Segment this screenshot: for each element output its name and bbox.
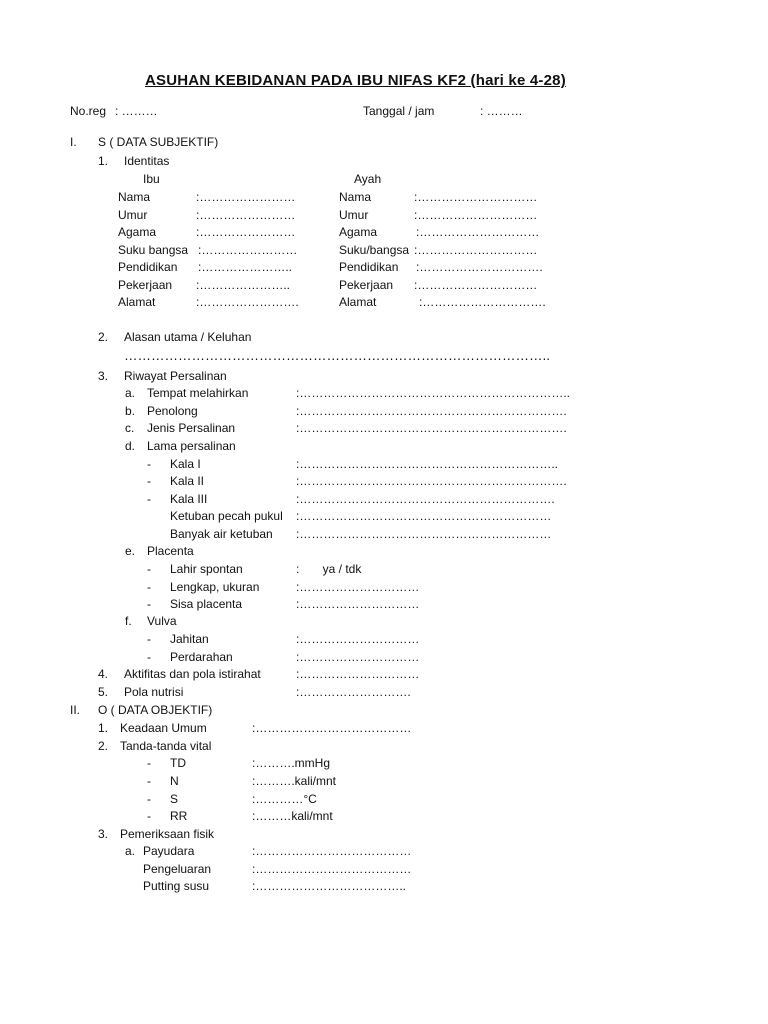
ayah-field-label: Nama bbox=[339, 190, 372, 204]
list-marker: d. bbox=[125, 439, 136, 453]
dash-marker: - bbox=[147, 809, 151, 823]
dash-marker: - bbox=[147, 492, 151, 506]
section2-number: II. bbox=[70, 703, 81, 717]
field-value: :………………………………… bbox=[252, 844, 412, 858]
ayah-field-label: Umur bbox=[339, 208, 369, 222]
field-value: :……………………………….. bbox=[252, 879, 407, 893]
field-label: Banyak air ketuban bbox=[170, 527, 273, 541]
aktifitas-label: Aktifitas dan pola istirahat bbox=[124, 667, 261, 681]
field-value: :………………………………………………………….. bbox=[296, 386, 571, 400]
field-label: Pengeluaran bbox=[143, 862, 212, 876]
ibu-field-value: :…………………… bbox=[196, 208, 296, 222]
ayah-header: Ayah bbox=[354, 172, 382, 186]
dash-marker: - bbox=[147, 457, 151, 471]
ibu-field-value: :…………………… bbox=[198, 243, 298, 257]
field-label: S bbox=[170, 792, 179, 806]
ibu-field-label: Agama bbox=[118, 225, 157, 239]
fisik-number: 3. bbox=[98, 827, 109, 841]
field-label: Tempat melahirkan bbox=[147, 386, 249, 400]
field-value: :………………………… bbox=[296, 650, 420, 664]
field-label: Perdarahan bbox=[170, 650, 233, 664]
field-label: Penolong bbox=[147, 404, 198, 418]
field-label: Lahir spontan bbox=[170, 562, 243, 576]
field-label: TD bbox=[170, 756, 186, 770]
ayah-field-value: :………………………… bbox=[414, 190, 538, 204]
field-value: :………kali/mnt bbox=[252, 809, 333, 823]
list-marker: a. bbox=[125, 844, 136, 858]
field-value: :……………………………………………………….. bbox=[296, 457, 559, 471]
dash-marker: - bbox=[147, 774, 151, 788]
dash-marker: - bbox=[147, 632, 151, 646]
field-label: Jahitan bbox=[170, 632, 209, 646]
ibu-field-value: :…………………… bbox=[196, 225, 296, 239]
field-label: Lengkap, ukuran bbox=[170, 580, 260, 594]
dash-marker: - bbox=[147, 580, 151, 594]
field-value: :………………………… bbox=[296, 597, 420, 611]
alasan-answer-line: ………………………………………………………………………………….. bbox=[124, 348, 551, 363]
field-value: :………………………… bbox=[296, 580, 420, 594]
ibu-field-value: :………………….. bbox=[196, 278, 291, 292]
ttv-label: Tanda-tanda vital bbox=[120, 739, 212, 753]
identitas-label: Identitas bbox=[124, 154, 170, 168]
field-value: :………………………………………………………. bbox=[296, 492, 555, 506]
field-label: Kala III bbox=[170, 492, 208, 506]
list-marker: a. bbox=[125, 386, 136, 400]
field-label: Lama persalinan bbox=[147, 439, 236, 453]
field-label: Ketuban pecah pukul bbox=[170, 509, 283, 523]
nutrisi-label: Pola nutrisi bbox=[124, 685, 184, 699]
ibu-field-label: Umur bbox=[118, 208, 148, 222]
field-label: Sisa placenta bbox=[170, 597, 243, 611]
field-value: :…………………………………………………………. bbox=[296, 421, 567, 435]
ayah-field-value: :………………………… bbox=[416, 225, 540, 239]
section2-title: O ( DATA OBJEKTIF) bbox=[98, 703, 213, 717]
ibu-field-label: Pendidikan bbox=[118, 260, 178, 274]
ayah-field-label: Pendidikan bbox=[339, 260, 399, 274]
field-value: :…………………………………………………………. bbox=[296, 474, 567, 488]
ibu-field-label: Suku bangsa bbox=[118, 243, 189, 257]
section1-number: I. bbox=[70, 135, 77, 149]
field-value: :……………………………………………………… bbox=[296, 509, 552, 523]
ayah-field-label: Suku/bangsa bbox=[339, 243, 410, 257]
ayah-field-value: :………………………… bbox=[414, 278, 538, 292]
ibu-field-label: Nama bbox=[118, 190, 151, 204]
ayah-field-value: :………………………… bbox=[414, 243, 538, 257]
dash-marker: - bbox=[147, 650, 151, 664]
aktifitas-value: :………………………… bbox=[296, 667, 420, 681]
ttv-number: 2. bbox=[98, 739, 109, 753]
field-label: Kala II bbox=[170, 474, 205, 488]
list-marker: c. bbox=[125, 421, 135, 435]
field-value: :…………………………………………………………. bbox=[296, 404, 567, 418]
field-label: Kala I bbox=[170, 457, 201, 471]
ayah-field-label: Pekerjaan bbox=[339, 278, 394, 292]
ibu-header: Ibu bbox=[143, 172, 160, 186]
ayah-field-value: :…………………………. bbox=[416, 260, 543, 274]
field-value: :…………°C bbox=[252, 792, 317, 806]
ayah-field-value: :………………………… bbox=[414, 208, 538, 222]
riwayat-label: Riwayat Persalinan bbox=[124, 369, 227, 383]
ibu-field-label: Alamat bbox=[118, 295, 156, 309]
dash-marker: - bbox=[147, 562, 151, 576]
field-value: :……….kali/mnt bbox=[252, 774, 337, 788]
ibu-field-value: :……………………. bbox=[196, 295, 299, 309]
field-label: Jenis Persalinan bbox=[147, 421, 236, 435]
nutrisi-value: :………………………. bbox=[296, 685, 411, 699]
ayah-field-label: Alamat bbox=[339, 295, 377, 309]
tanggal-label: Tanggal / jam bbox=[363, 104, 435, 118]
field-value: :……….mmHg bbox=[252, 756, 330, 770]
page-title: ASUHAN KEBIDANAN PADA IBU NIFAS KF2 (hari ke 4-28) bbox=[145, 72, 566, 89]
field-label: Vulva bbox=[147, 614, 177, 628]
alasan-number: 2. bbox=[98, 330, 109, 344]
fisik-label: Pemeriksaan fisik bbox=[120, 827, 215, 841]
dash-marker: - bbox=[147, 597, 151, 611]
field-label: Putting susu bbox=[143, 879, 210, 893]
section1-title: S ( DATA SUBJEKTIF) bbox=[98, 135, 219, 149]
field-value: :……………………………………………………… bbox=[296, 527, 552, 541]
identitas-number: 1. bbox=[98, 154, 109, 168]
aktifitas-number: 4. bbox=[98, 667, 109, 681]
keadaan-label: Keadaan Umum bbox=[120, 721, 207, 735]
field-label: Payudara bbox=[143, 844, 195, 858]
nutrisi-number: 5. bbox=[98, 685, 109, 699]
field-label: Placenta bbox=[147, 544, 194, 558]
keadaan-number: 1. bbox=[98, 721, 109, 735]
list-marker: e. bbox=[125, 544, 136, 558]
field-label: RR bbox=[170, 809, 188, 823]
field-value: :………………………… bbox=[296, 632, 420, 646]
ibu-field-value: :…………………… bbox=[196, 190, 296, 204]
ayah-field-label: Agama bbox=[339, 225, 378, 239]
field-value: : ya / tdk bbox=[296, 562, 362, 576]
keadaan-value: :………………………………… bbox=[252, 721, 412, 735]
alasan-label: Alasan utama / Keluhan bbox=[124, 330, 252, 344]
field-label: N bbox=[170, 774, 179, 788]
field-value: :………………………………… bbox=[252, 862, 412, 876]
riwayat-number: 3. bbox=[98, 369, 109, 383]
dash-marker: - bbox=[147, 474, 151, 488]
ibu-field-label: Pekerjaan bbox=[118, 278, 173, 292]
ibu-field-value: :………………….. bbox=[198, 260, 293, 274]
dash-marker: - bbox=[147, 792, 151, 806]
noreg-label: No.reg bbox=[70, 104, 107, 118]
list-marker: f. bbox=[125, 614, 132, 628]
tanggal-value: : ……… bbox=[480, 104, 523, 118]
ayah-field-value: :…………………………. bbox=[419, 295, 546, 309]
noreg-value: : ……… bbox=[115, 104, 158, 118]
list-marker: b. bbox=[125, 404, 136, 418]
dash-marker: - bbox=[147, 756, 151, 770]
